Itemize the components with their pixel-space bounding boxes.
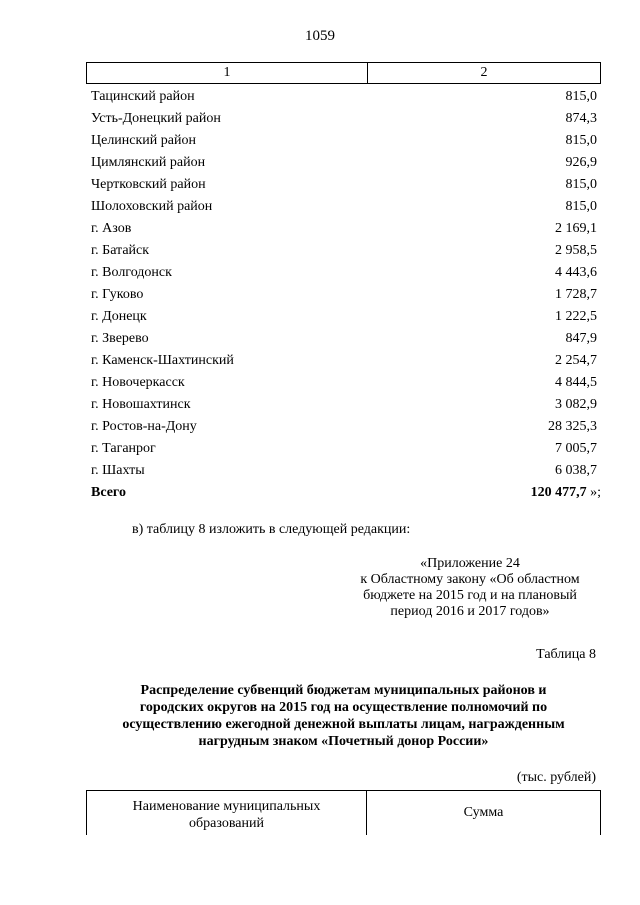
row-name: г. Каменск-Шахтинский <box>91 353 234 368</box>
row-name: г. Шахты <box>91 463 145 478</box>
table-row <box>86 86 601 108</box>
table-row <box>86 218 601 240</box>
row-name: Цимлянский район <box>91 155 206 170</box>
appendix-line: период 2016 и 2017 годов» <box>390 604 550 619</box>
table-row <box>86 130 601 152</box>
table-row <box>86 394 601 416</box>
table-title-line: осуществлению ежегодной денежной выплаты лицам, награжденным <box>122 717 565 732</box>
column-header-name-line: Наименование муниципальных <box>132 799 321 814</box>
total-label: Всего <box>91 485 126 500</box>
row-name: г. Донецк <box>91 309 147 324</box>
table-row <box>86 328 601 350</box>
table-title-line: городских округов на 2015 год на осуществление полномочий по <box>139 700 548 715</box>
column-header-name-line: образований <box>189 816 264 831</box>
row-value: 815,0 <box>565 89 597 104</box>
table-row <box>86 262 601 284</box>
column-header-sum: Сумма <box>463 805 504 820</box>
page-number: 1059 <box>305 28 335 44</box>
column-header-2: 2 <box>480 65 488 80</box>
table-row <box>86 196 601 218</box>
row-value: 815,0 <box>565 177 597 192</box>
column-header-1: 1 <box>87 63 368 83</box>
total-row <box>86 482 601 504</box>
table-title-line: нагрудным знаком «Почетный донор России» <box>198 734 489 749</box>
appendix-line: «Приложение 24 <box>420 556 520 571</box>
row-name: г. Новочеркасск <box>91 375 185 390</box>
row-name: Чертковский район <box>91 177 206 192</box>
row-value: 6 038,7 <box>555 463 597 478</box>
row-value: 7 005,7 <box>555 441 597 456</box>
row-name: Тацинский район <box>91 89 195 104</box>
row-name: г. Зверево <box>91 331 149 346</box>
row-name: г. Ростов-на-Дону <box>91 419 197 434</box>
row-value: 2 169,1 <box>555 221 597 236</box>
row-value: 926,9 <box>565 155 597 170</box>
table-row <box>86 416 601 438</box>
table-row <box>86 152 601 174</box>
row-name: г. Батайск <box>91 243 150 258</box>
appendix-line: к Областному закону «Об областном <box>360 572 580 587</box>
bottom-table-header <box>86 790 601 835</box>
row-value: 1 222,5 <box>555 309 597 324</box>
table-label: Таблица 8 <box>536 647 596 662</box>
table-header <box>86 62 601 84</box>
table-row <box>86 372 601 394</box>
row-value: 4 443,6 <box>555 265 597 280</box>
appendix-heading <box>340 556 600 620</box>
table-title <box>86 682 601 750</box>
row-value: 4 844,5 <box>555 375 597 390</box>
row-value: 847,9 <box>565 331 597 346</box>
units-label: (тыс. рублей) <box>516 770 596 785</box>
row-value: 815,0 <box>565 199 597 214</box>
table-row <box>86 108 601 130</box>
table-row <box>86 174 601 196</box>
row-name: Целинский район <box>91 133 196 148</box>
row-value: 874,3 <box>565 111 597 126</box>
row-name: г. Азов <box>91 221 132 236</box>
column-header-name <box>87 791 367 835</box>
total-suffix: »; <box>586 485 601 500</box>
row-name: Усть-Донецкий район <box>91 111 221 126</box>
row-name: г. Таганрог <box>91 441 156 456</box>
table-row <box>86 460 601 482</box>
row-name: Шолоховский район <box>91 199 213 214</box>
appendix-line: бюджете на 2015 год и на плановый <box>363 588 577 603</box>
row-name: г. Гуково <box>91 287 144 302</box>
row-value: 1 728,7 <box>555 287 597 302</box>
row-value: 2 958,5 <box>555 243 597 258</box>
table-row <box>86 350 601 372</box>
row-name: г. Новошахтинск <box>91 397 191 412</box>
table-row <box>86 306 601 328</box>
data-table-body <box>86 86 601 504</box>
row-value: 815,0 <box>565 133 597 148</box>
row-value: 3 082,9 <box>555 397 597 412</box>
table-title-line: Распределение субвенций бюджетам муниципальных районов и <box>140 683 547 698</box>
row-value: 2 254,7 <box>555 353 597 368</box>
table-row <box>86 240 601 262</box>
table-row <box>86 284 601 306</box>
total-value-wrap <box>531 485 601 501</box>
table-row <box>86 438 601 460</box>
total-value: 120 477,7 <box>530 485 587 500</box>
instruction-text: в) таблицу 8 изложить в следующей редакции: <box>132 522 411 537</box>
row-name: г. Волгодонск <box>91 265 172 280</box>
row-value: 28 325,3 <box>548 419 597 434</box>
